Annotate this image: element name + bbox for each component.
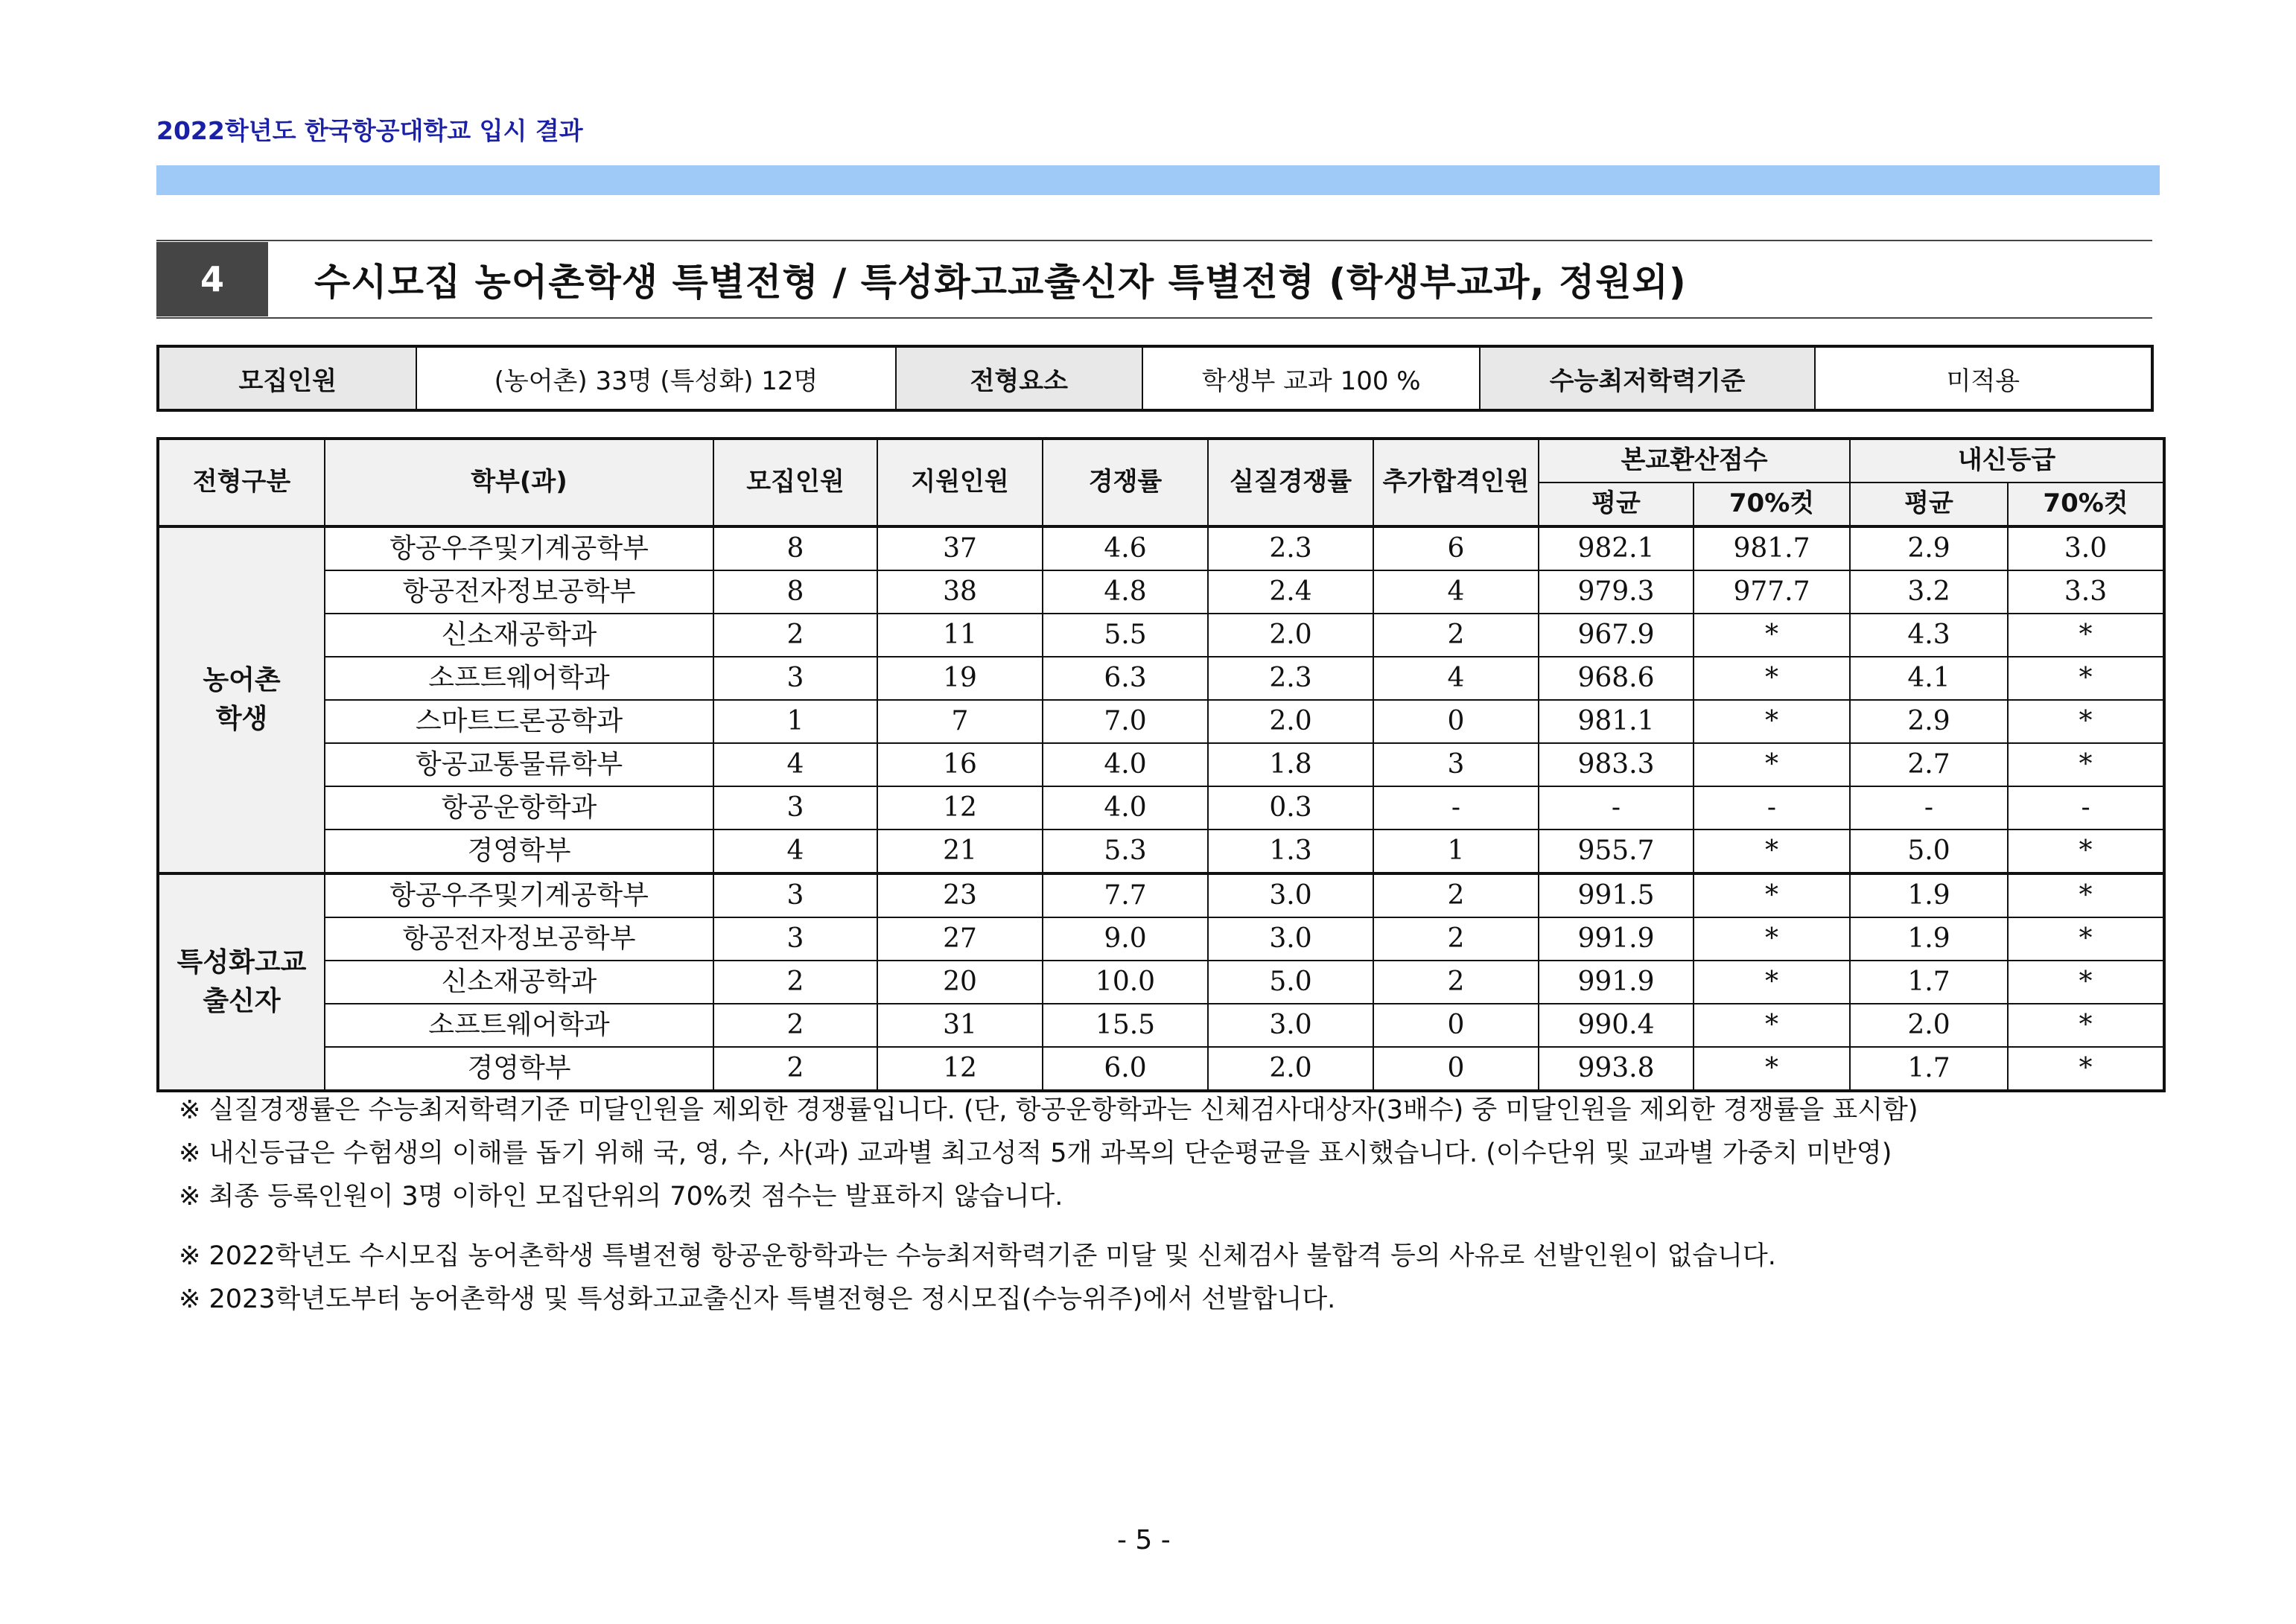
header-grade-avg: 평균 bbox=[1850, 483, 2008, 526]
csat-label: 수능최저학력기준 bbox=[1480, 346, 1814, 410]
value-cell: 16 bbox=[877, 743, 1043, 786]
table-row bbox=[158, 1047, 2164, 1091]
value-cell: 2.9 bbox=[1850, 700, 2008, 743]
value-cell: 8 bbox=[713, 526, 877, 570]
value-cell: * bbox=[2008, 873, 2164, 917]
value-cell: 3.3 bbox=[2008, 570, 2164, 614]
value-cell: 0 bbox=[1373, 1047, 1539, 1091]
value-cell: 967.9 bbox=[1539, 614, 1694, 657]
dept-cell: 항공교통물류학부 bbox=[325, 743, 713, 786]
value-cell: 1.9 bbox=[1850, 873, 2008, 917]
value-cell: 7.0 bbox=[1043, 700, 1208, 743]
value-cell: 38 bbox=[877, 570, 1043, 614]
value-cell: 1.3 bbox=[1208, 829, 1373, 873]
value-cell: - bbox=[1850, 786, 2008, 829]
notes bbox=[179, 1089, 1918, 1321]
value-cell: 993.8 bbox=[1539, 1047, 1694, 1091]
value-cell: 4 bbox=[713, 743, 877, 786]
value-cell: - bbox=[1694, 786, 1850, 829]
value-cell: 981.7 bbox=[1694, 526, 1850, 570]
value-cell: 12 bbox=[877, 1047, 1043, 1091]
value-cell: 3.2 bbox=[1850, 570, 2008, 614]
value-cell: 23 bbox=[877, 873, 1043, 917]
value-cell: 2 bbox=[713, 961, 877, 1004]
value-cell: 1.7 bbox=[1850, 1047, 2008, 1091]
value-cell: 4 bbox=[1373, 657, 1539, 700]
table-row bbox=[158, 526, 2164, 570]
value-cell: 955.7 bbox=[1539, 829, 1694, 873]
value-cell: 3.0 bbox=[2008, 526, 2164, 570]
table-row bbox=[158, 700, 2164, 743]
value-cell: * bbox=[1694, 657, 1850, 700]
dept-cell: 소프트웨어학과 bbox=[325, 657, 713, 700]
value-cell: * bbox=[1694, 873, 1850, 917]
value-cell: 7.7 bbox=[1043, 873, 1208, 917]
element-value: 학생부 교과 100 % bbox=[1142, 346, 1480, 410]
header-ratio: 경쟁률 bbox=[1043, 439, 1208, 526]
recruit-value: (농어촌) 33명 (특성화) 12명 bbox=[416, 346, 895, 410]
value-cell: * bbox=[1694, 1047, 1850, 1091]
value-cell: * bbox=[1694, 700, 1850, 743]
value-cell: 15.5 bbox=[1043, 1004, 1208, 1047]
table-row bbox=[158, 570, 2164, 614]
value-cell: 2.3 bbox=[1208, 526, 1373, 570]
value-cell: 2 bbox=[713, 614, 877, 657]
value-cell: 5.0 bbox=[1850, 829, 2008, 873]
value-cell: 2.7 bbox=[1850, 743, 2008, 786]
group-label: 농어촌 학생 bbox=[158, 526, 325, 873]
header-dept: 학부(과) bbox=[325, 439, 713, 526]
value-cell: 1.7 bbox=[1850, 961, 2008, 1004]
csat-value: 미적용 bbox=[1815, 346, 2152, 410]
document-title: 2022학년도 한국항공대학교 입시 결과 bbox=[156, 116, 583, 145]
recruit-label: 모집인원 bbox=[158, 346, 416, 410]
value-cell: 37 bbox=[877, 526, 1043, 570]
note-item: ※ 2022학년도 수시모집 농어촌학생 특별전형 항공운항학과는 수능최저학력기준 미달 및 신체검사 불합격 등의 사유로 선발인원이 없습니다. bbox=[179, 1241, 1776, 1271]
value-cell: 7 bbox=[877, 700, 1043, 743]
value-cell: 2 bbox=[713, 1047, 877, 1091]
value-cell: 2.9 bbox=[1850, 526, 2008, 570]
value-cell: 10.0 bbox=[1043, 961, 1208, 1004]
value-cell: * bbox=[1694, 1004, 1850, 1047]
value-cell: 1 bbox=[1373, 829, 1539, 873]
value-cell: 31 bbox=[877, 1004, 1043, 1047]
value-cell: 1.9 bbox=[1850, 917, 2008, 961]
value-cell: 0 bbox=[1373, 1004, 1539, 1047]
value-cell: 11 bbox=[877, 614, 1043, 657]
section-title: 수시모집 농어촌학생 특별전형 / 특성화고교출신자 특별전형 (학생부교과, 정원외) bbox=[314, 261, 1687, 304]
value-cell: 2.3 bbox=[1208, 657, 1373, 700]
value-cell: 12 bbox=[877, 786, 1043, 829]
header-score-group: 본교환산점수 bbox=[1539, 439, 1850, 483]
table-row bbox=[158, 873, 2164, 917]
table-row bbox=[158, 614, 2164, 657]
value-cell: 991.9 bbox=[1539, 917, 1694, 961]
element-label: 전형요소 bbox=[896, 346, 1143, 410]
value-cell: 20 bbox=[877, 961, 1043, 1004]
table-row bbox=[158, 786, 2164, 829]
value-cell: * bbox=[1694, 743, 1850, 786]
value-cell: 0.3 bbox=[1208, 786, 1373, 829]
value-cell: * bbox=[2008, 917, 2164, 961]
value-cell: 4.1 bbox=[1850, 657, 2008, 700]
header-real-ratio: 실질경쟁률 bbox=[1208, 439, 1373, 526]
table-row bbox=[158, 917, 2164, 961]
value-cell: 3.0 bbox=[1208, 1004, 1373, 1047]
value-cell: * bbox=[2008, 829, 2164, 873]
value-cell: 6 bbox=[1373, 526, 1539, 570]
value-cell: 982.1 bbox=[1539, 526, 1694, 570]
value-cell: 1.8 bbox=[1208, 743, 1373, 786]
note-item: ※ 2023학년도부터 농어촌학생 및 특성화고교출신자 특별전형은 정시모집(수능위주)에서 선발합니다. bbox=[179, 1284, 1336, 1314]
value-cell: 981.1 bbox=[1539, 700, 1694, 743]
value-cell: 3.0 bbox=[1208, 917, 1373, 961]
value-cell: 6.3 bbox=[1043, 657, 1208, 700]
dept-cell: 항공운항학과 bbox=[325, 786, 713, 829]
table-row bbox=[158, 961, 2164, 1004]
dept-cell: 경영학부 bbox=[325, 829, 713, 873]
value-cell: 5.3 bbox=[1043, 829, 1208, 873]
dept-cell: 항공전자정보공학부 bbox=[325, 917, 713, 961]
value-cell: 3 bbox=[713, 917, 877, 961]
header-score-avg: 평균 bbox=[1539, 483, 1694, 526]
value-cell: 990.4 bbox=[1539, 1004, 1694, 1047]
table-row bbox=[158, 829, 2164, 873]
group-label: 특성화고교 출신자 bbox=[158, 873, 325, 1091]
header-grade-cut70: 70%컷 bbox=[2008, 483, 2164, 526]
dept-cell: 소프트웨어학과 bbox=[325, 1004, 713, 1047]
dept-cell: 항공우주및기계공학부 bbox=[325, 526, 713, 570]
value-cell: 3 bbox=[713, 873, 877, 917]
value-cell: 1 bbox=[713, 700, 877, 743]
value-cell: 4 bbox=[1373, 570, 1539, 614]
value-cell: * bbox=[1694, 829, 1850, 873]
value-cell: 2 bbox=[713, 1004, 877, 1047]
value-cell: 2 bbox=[1373, 917, 1539, 961]
value-cell: 977.7 bbox=[1694, 570, 1850, 614]
value-cell: 6.0 bbox=[1043, 1047, 1208, 1091]
note-item: ※ 최종 등록인원이 3명 이하인 모집단위의 70%컷 점수는 발표하지 않습니다. bbox=[179, 1182, 1063, 1211]
value-cell: 2 bbox=[1373, 614, 1539, 657]
header-applicants: 지원인원 bbox=[877, 439, 1043, 526]
header-grade-group: 내신등급 bbox=[1850, 439, 2164, 483]
dept-cell: 신소재공학과 bbox=[325, 961, 713, 1004]
value-cell: 4.0 bbox=[1043, 786, 1208, 829]
value-cell: 968.6 bbox=[1539, 657, 1694, 700]
dept-cell: 항공우주및기계공학부 bbox=[325, 873, 713, 917]
header-bar bbox=[156, 165, 2160, 195]
value-cell: * bbox=[2008, 657, 2164, 700]
value-cell: 4.0 bbox=[1043, 743, 1208, 786]
table-row bbox=[158, 657, 2164, 700]
value-cell: * bbox=[2008, 700, 2164, 743]
value-cell: 2.0 bbox=[1208, 614, 1373, 657]
value-cell: 4 bbox=[713, 829, 877, 873]
value-cell: * bbox=[1694, 917, 1850, 961]
value-cell: 4.3 bbox=[1850, 614, 2008, 657]
value-cell: * bbox=[2008, 614, 2164, 657]
value-cell: 2.4 bbox=[1208, 570, 1373, 614]
note-item: ※ 실질경쟁률은 수능최저학력기준 미달인원을 제외한 경쟁률입니다. (단, 항공운항학과는 신체검사대상자(3배수) 중 미달인원을 제외한 경쟁률을 표시함) bbox=[179, 1095, 1918, 1125]
value-cell: 0 bbox=[1373, 700, 1539, 743]
value-cell: 9.0 bbox=[1043, 917, 1208, 961]
value-cell: 4.6 bbox=[1043, 526, 1208, 570]
header-score-cut70: 70%컷 bbox=[1694, 483, 1850, 526]
header-recruit: 모집인원 bbox=[713, 439, 877, 526]
value-cell: - bbox=[1539, 786, 1694, 829]
value-cell: 3 bbox=[713, 786, 877, 829]
value-cell: 2.0 bbox=[1850, 1004, 2008, 1047]
value-cell: 2 bbox=[1373, 961, 1539, 1004]
value-cell: 4.8 bbox=[1043, 570, 1208, 614]
value-cell: 8 bbox=[713, 570, 877, 614]
value-cell: * bbox=[2008, 743, 2164, 786]
page-number: - 5 - bbox=[1117, 1525, 1171, 1555]
header-extra: 추가합격인원 bbox=[1373, 439, 1539, 526]
dept-cell: 스마트드론공학과 bbox=[325, 700, 713, 743]
dept-cell: 신소재공학과 bbox=[325, 614, 713, 657]
value-cell: 991.9 bbox=[1539, 961, 1694, 1004]
value-cell: 3.0 bbox=[1208, 873, 1373, 917]
value-cell: 991.5 bbox=[1539, 873, 1694, 917]
value-cell: - bbox=[2008, 786, 2164, 829]
results-body bbox=[158, 526, 2164, 1091]
section-header bbox=[156, 240, 2152, 319]
value-cell: * bbox=[2008, 961, 2164, 1004]
value-cell: 27 bbox=[877, 917, 1043, 961]
summary-table bbox=[156, 345, 2154, 412]
value-cell: 3 bbox=[713, 657, 877, 700]
dept-cell: 항공전자정보공학부 bbox=[325, 570, 713, 614]
note-item: ※ 내신등급은 수험생의 이해를 돕기 위해 국, 영, 수, 사(과) 교과별 최고성적 5개 과목의 단순평균을 표시했습니다. (이수단위 및 교과별 가중치 미반영) bbox=[179, 1139, 1892, 1168]
value-cell: 21 bbox=[877, 829, 1043, 873]
value-cell: 979.3 bbox=[1539, 570, 1694, 614]
value-cell: 983.3 bbox=[1539, 743, 1694, 786]
value-cell: * bbox=[2008, 1047, 2164, 1091]
table-row bbox=[158, 743, 2164, 786]
dept-cell: 경영학부 bbox=[325, 1047, 713, 1091]
value-cell: 2.0 bbox=[1208, 1047, 1373, 1091]
results-table bbox=[156, 437, 2166, 1092]
value-cell: 19 bbox=[877, 657, 1043, 700]
value-cell: 3 bbox=[1373, 743, 1539, 786]
section-number: 4 bbox=[156, 242, 268, 316]
value-cell: 2.0 bbox=[1208, 700, 1373, 743]
value-cell: * bbox=[1694, 614, 1850, 657]
value-cell: * bbox=[1694, 961, 1850, 1004]
header-type: 전형구분 bbox=[158, 439, 325, 526]
value-cell: 2 bbox=[1373, 873, 1539, 917]
value-cell: - bbox=[1373, 786, 1539, 829]
table-row bbox=[158, 1004, 2164, 1047]
value-cell: * bbox=[2008, 1004, 2164, 1047]
value-cell: 5.0 bbox=[1208, 961, 1373, 1004]
value-cell: 5.5 bbox=[1043, 614, 1208, 657]
